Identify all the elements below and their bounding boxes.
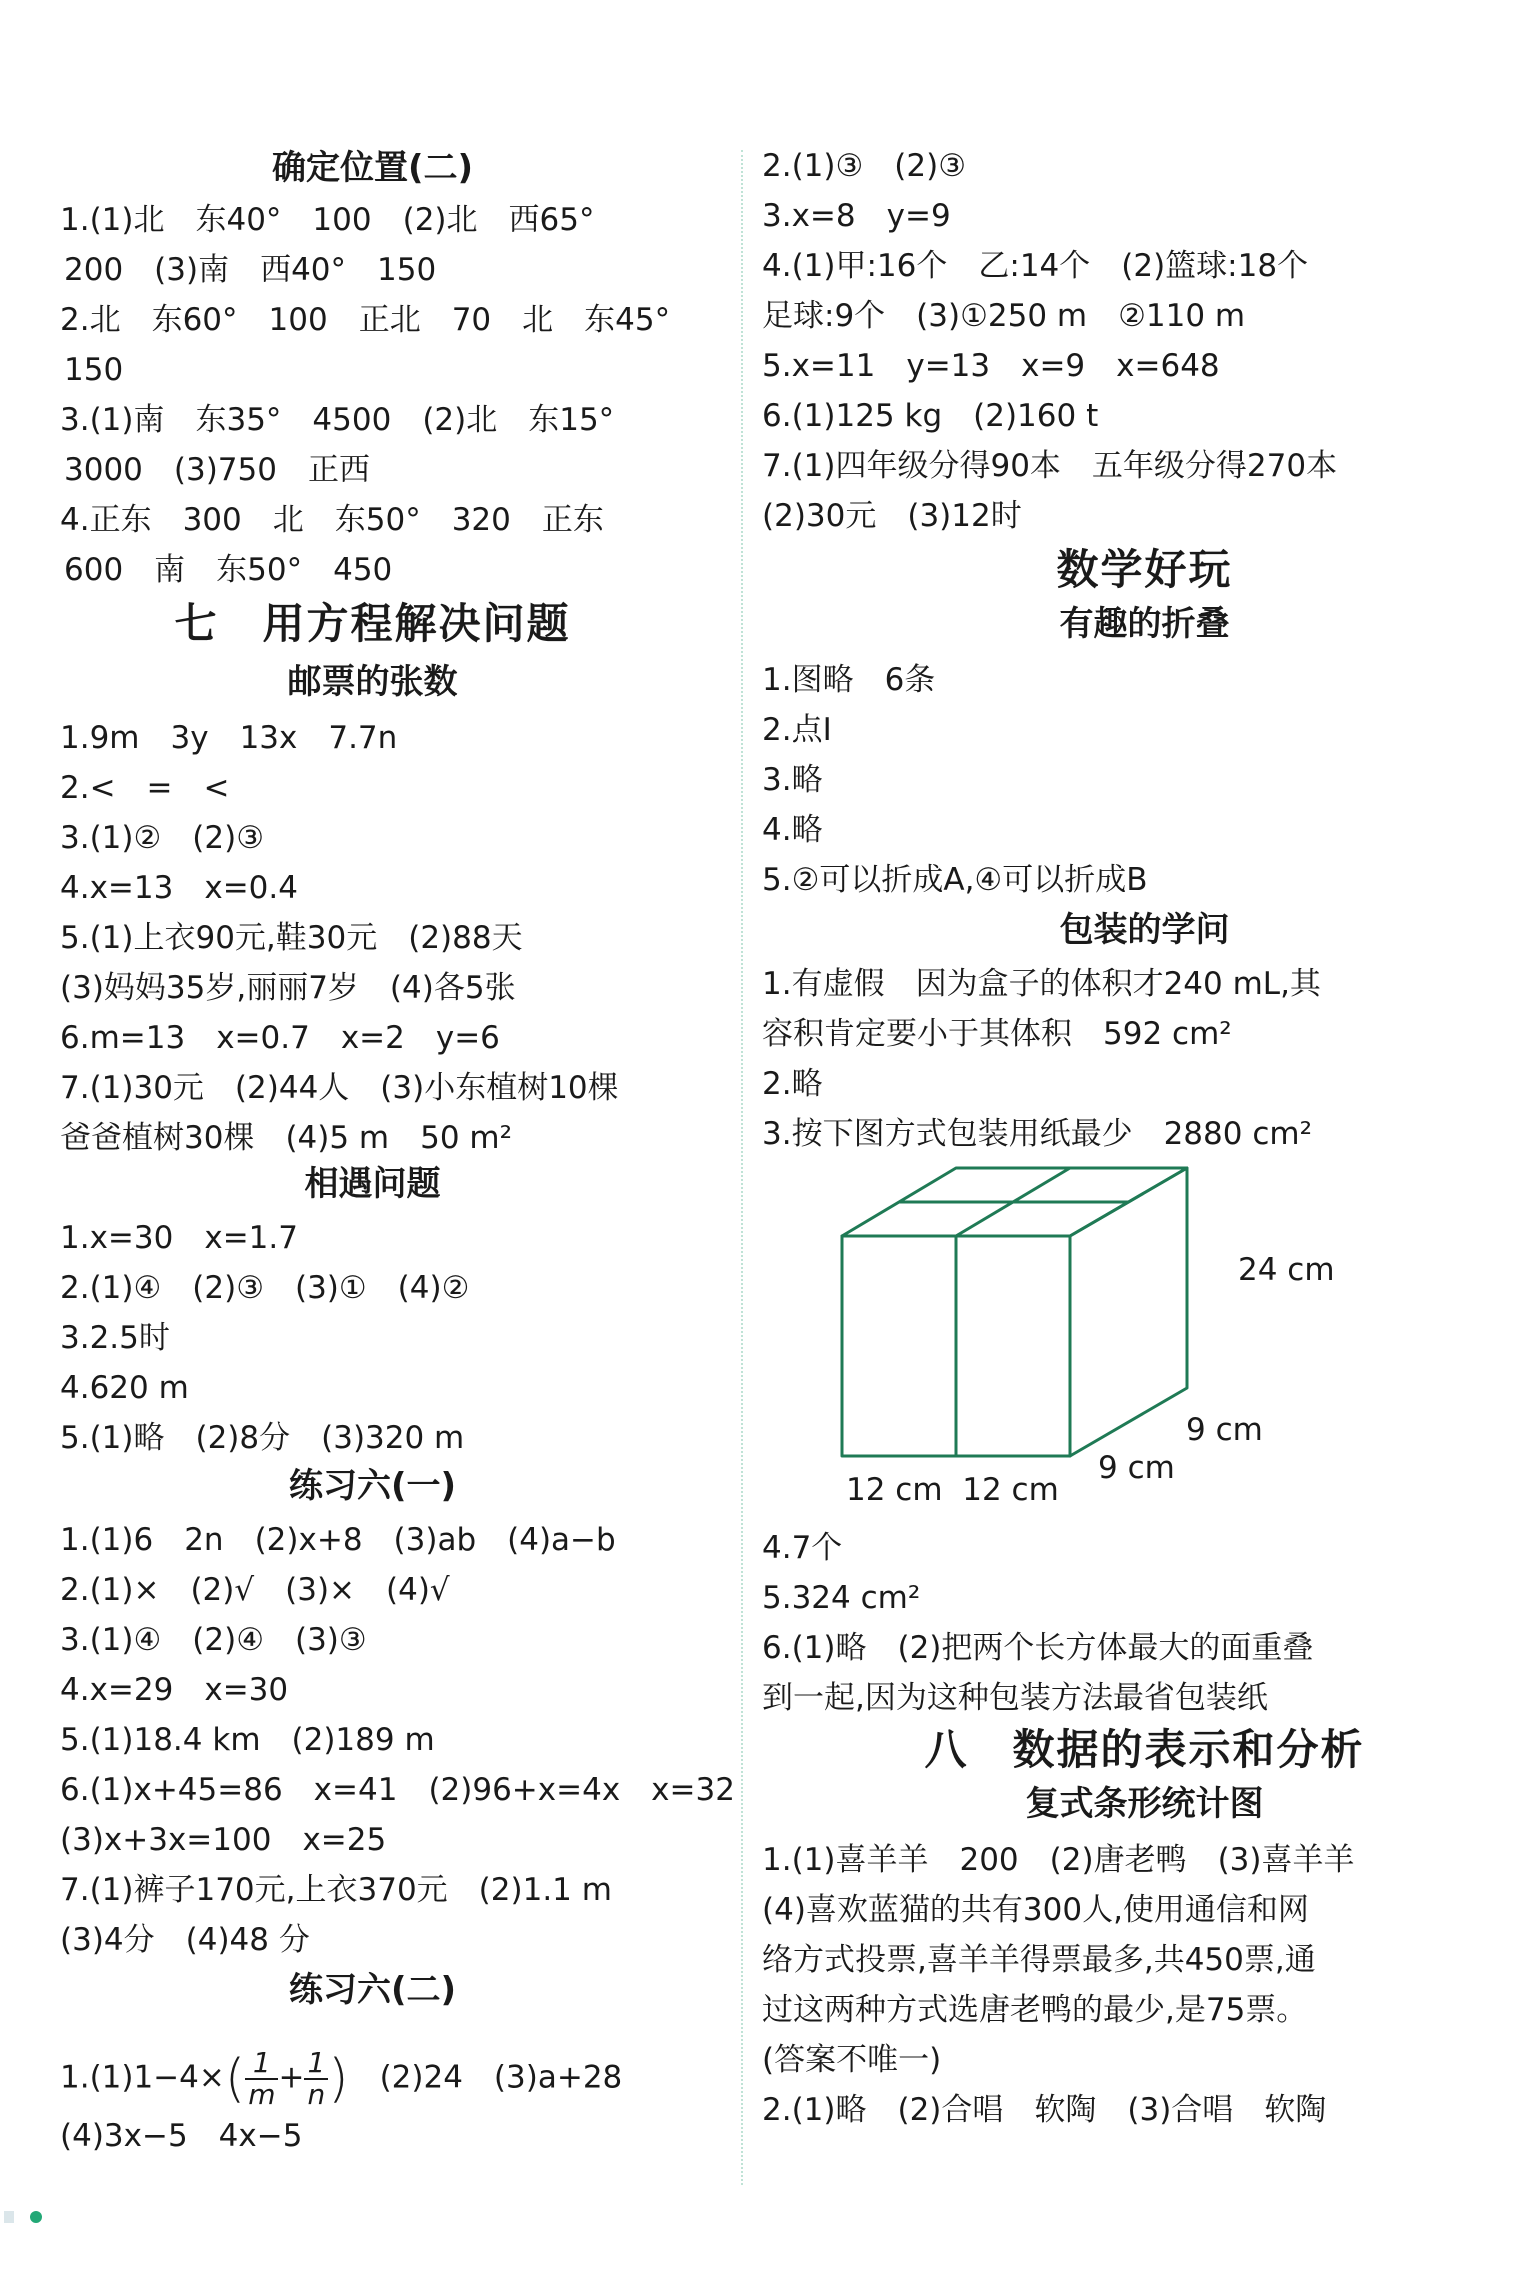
answer-line: 3.略 bbox=[762, 762, 823, 798]
answer-line: 1.x=30 x=1.7 bbox=[60, 1220, 298, 1256]
answer-line: 1.(1)喜羊羊 200 (2)唐老鸭 (3)喜羊羊 bbox=[762, 1842, 1355, 1878]
answer-line: 2.(1)× (2)√ (3)× (4)√ bbox=[60, 1572, 450, 1608]
answer-line: (4)3x−5 4x−5 bbox=[60, 2118, 303, 2154]
fraction-numerator: 1 bbox=[304, 2048, 328, 2080]
answer-line: 5.(1)18.4 km (2)189 m bbox=[60, 1722, 435, 1758]
answer-line: 足球:9个 (3)①250 m ②110 m bbox=[762, 298, 1246, 334]
answer-line: 6.(1)125 kg (2)160 t bbox=[762, 398, 1099, 434]
fraction-denominator: m bbox=[248, 2078, 276, 2111]
answer-line: 1.(1)北 东40° 100 (2)北 西65° bbox=[60, 202, 595, 238]
page-dot-ornament bbox=[30, 2211, 42, 2223]
answer-line: 2.略 bbox=[762, 1066, 823, 1102]
answer-line: 7.(1)裤子170元,上衣370元 (2)1.1 m bbox=[60, 1872, 612, 1908]
answer-line: 2.北 东60° 100 正北 70 北 东45° bbox=[60, 302, 671, 338]
answer-line: 4.(1)甲:16个 乙:14个 (2)篮球:18个 bbox=[762, 248, 1309, 284]
chapter-title-8: 八 数据的表示和分析 bbox=[924, 1725, 1365, 1774]
answer-line: 1.有虚假 因为盒子的体积才240 mL,其 bbox=[762, 966, 1321, 1002]
chapter-title-7: 七 用方程解决问题 bbox=[174, 599, 571, 648]
answer-line: 1.(1)6 2n (2)x+8 (3)ab (4)a−b bbox=[60, 1522, 616, 1558]
fraction-1-over-n bbox=[304, 2048, 328, 2110]
answer-line: 3.x=8 y=9 bbox=[762, 198, 951, 234]
label-width: 12 cm 12 cm bbox=[846, 1472, 1059, 1508]
answer-line: (3)妈妈35岁,丽丽7岁 (4)各5张 bbox=[60, 970, 516, 1006]
answer-line: 2.< = < bbox=[60, 770, 230, 806]
answer-line: (答案不唯一) bbox=[762, 2042, 942, 2078]
answer-line: 7.(1)四年级分得90本 五年级分得270本 bbox=[762, 448, 1338, 484]
answer-line: 6.(1)x+45=86 x=41 (2)96+x=4x x=32 bbox=[60, 1772, 735, 1808]
open-paren-glyph: ( bbox=[224, 2049, 246, 2109]
answer-line: 5.(1)略 (2)8分 (3)320 m bbox=[60, 1420, 465, 1456]
section-title-tong-ji-tu: 复式条形统计图 bbox=[1025, 1784, 1264, 1824]
answer-line: 4.620 m bbox=[60, 1370, 189, 1406]
answer-line: 4.正东 300 北 东50° 320 正东 bbox=[60, 502, 604, 538]
answer-line: 200 (3)南 西40° 150 bbox=[64, 252, 437, 288]
section-title-you-piao: 邮票的张数 bbox=[287, 662, 458, 702]
box-front-right-face bbox=[956, 1236, 1070, 1456]
answer-line: 600 南 东50° 450 bbox=[64, 552, 393, 588]
answer-line: 2.(1)③ (2)③ bbox=[762, 148, 966, 184]
answer-line: 1.图略 6条 bbox=[762, 662, 936, 698]
answer-line: 过这两种方式选唐老鸭的最少,是75票。 bbox=[762, 1992, 1308, 2028]
answer-line: 2.(1)略 (2)合唱 软陶 (3)合唱 软陶 bbox=[762, 2092, 1327, 2128]
answer-line: 3.2.5时 bbox=[60, 1320, 170, 1356]
label-depth-front: 9 cm bbox=[1098, 1450, 1175, 1486]
label-height: 24 cm bbox=[1238, 1252, 1335, 1288]
answer-line: 2.(1)④ (2)③ (3)① (4)② bbox=[60, 1270, 470, 1306]
fraction-denominator: n bbox=[307, 2078, 326, 2111]
answer-line: (3)4分 (4)48 分 bbox=[60, 1922, 310, 1958]
answer-line: 3.(1)南 东35° 4500 (2)北 东15° bbox=[60, 402, 615, 438]
section-title-lian-xi-6a: 练习六(一) bbox=[288, 1466, 457, 1506]
expr-prefix: 1.(1)1−4× bbox=[60, 2059, 225, 2096]
section-title-que-ding-wei-zhi: 确定位置(二) bbox=[271, 148, 474, 188]
answer-line-fraction bbox=[60, 2048, 622, 2110]
answer-line: 6.(1)略 (2)把两个长方体最大的面重叠 bbox=[762, 1630, 1314, 1666]
answer-line: (3)x+3x=100 x=25 bbox=[60, 1822, 387, 1858]
answer-line: (2)30元 (3)12时 bbox=[762, 498, 1022, 534]
answer-line: 4.x=13 x=0.4 bbox=[60, 870, 298, 906]
answer-line: (4)喜欢蓝猫的共有300人,使用通信和网 bbox=[762, 1892, 1309, 1928]
answer-line: 3000 (3)750 正西 bbox=[64, 452, 370, 488]
answer-line: 3.(1)④ (2)④ (3)③ bbox=[60, 1622, 367, 1658]
box-side-face bbox=[1070, 1168, 1187, 1456]
answer-line: 3.按下图方式包装用纸最少 2880 cm² bbox=[762, 1116, 1312, 1152]
label-depth-back: 9 cm bbox=[1186, 1412, 1263, 1448]
fraction-1-over-m bbox=[245, 2048, 278, 2110]
answer-line: 5.(1)上衣90元,鞋30元 (2)88天 bbox=[60, 920, 523, 956]
answer-line: 5.324 cm² bbox=[762, 1580, 921, 1616]
answer-line: 爸爸植树30棵 (4)5 m 50 m² bbox=[60, 1120, 513, 1156]
answer-line: 7.(1)30元 (2)44人 (3)小东植树10棵 bbox=[60, 1070, 619, 1106]
section-title-lian-xi-6b: 练习六(二) bbox=[288, 1970, 457, 2010]
chapter-title-shu-xue-hao-wan: 数学好玩 bbox=[1056, 545, 1233, 594]
answer-line: 3.(1)② (2)③ bbox=[60, 820, 264, 856]
answer-line: 络方式投票,喜羊羊得票最多,共450票,通 bbox=[762, 1942, 1316, 1978]
answer-line: 5.x=11 y=13 x=9 x=648 bbox=[762, 348, 1220, 384]
answer-line: 4.7个 bbox=[762, 1530, 843, 1566]
answer-line: 6.m=13 x=0.7 x=2 y=6 bbox=[60, 1020, 500, 1056]
answer-line: 2.点I bbox=[762, 712, 832, 748]
answer-line: 4.略 bbox=[762, 812, 823, 848]
box-front-left-face bbox=[842, 1236, 956, 1456]
plus-sign: + bbox=[278, 2059, 305, 2096]
page-edge-mark bbox=[4, 2211, 14, 2223]
section-title-zhe-die: 有趣的折叠 bbox=[1059, 604, 1230, 644]
answer-line: 1.9m 3y 13x 7.7n bbox=[60, 720, 398, 756]
answer-line: 容积肯定要小于其体积 592 cm² bbox=[762, 1016, 1232, 1052]
section-title-xiang-yu: 相遇问题 bbox=[304, 1164, 441, 1204]
answer-line: 150 bbox=[64, 352, 124, 388]
expr-suffix: (2)24 (3)a+28 bbox=[348, 2059, 623, 2096]
answer-line: 到一起,因为这种包装方法最省包装纸 bbox=[762, 1680, 1268, 1716]
section-title-bao-zhuang: 包装的学问 bbox=[1059, 910, 1230, 950]
answer-line: 5.②可以折成A,④可以折成B bbox=[762, 862, 1148, 898]
close-paren-glyph: ) bbox=[328, 2049, 349, 2109]
fraction-numerator: 1 bbox=[245, 2048, 278, 2080]
answer-line: 4.x=29 x=30 bbox=[60, 1672, 289, 1708]
